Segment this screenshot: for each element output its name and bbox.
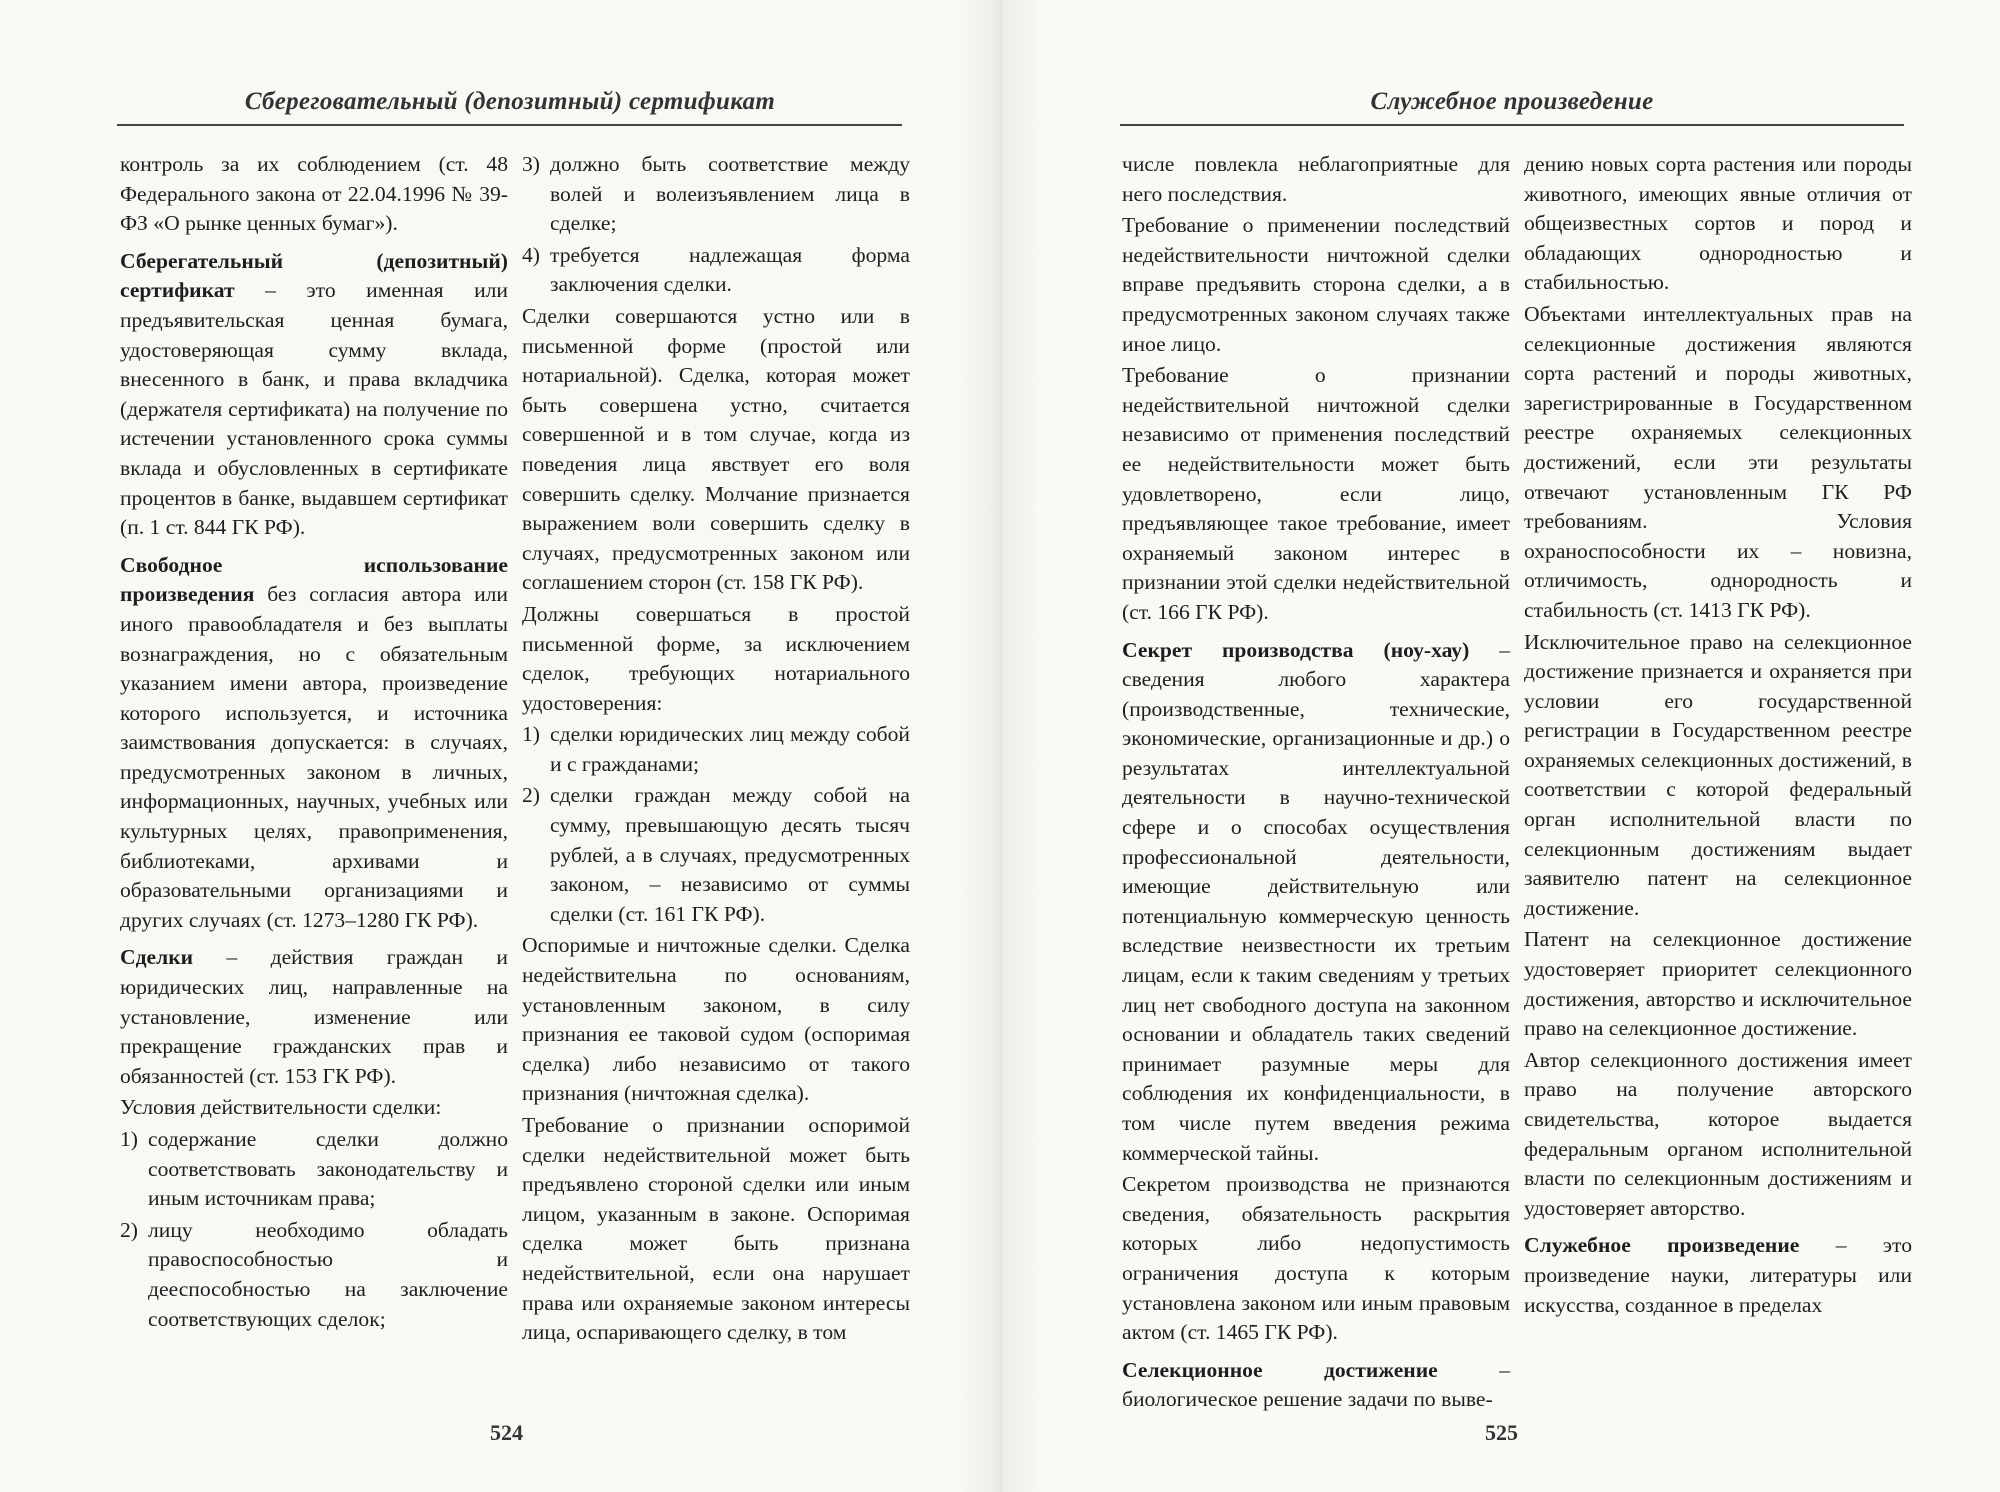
paragraph: Автор селекционного достижения имеет право на получение авторского свидетельства, которое выдается федеральным органом исполнительной власти по селекционным достижениям и удостоверяет авторство.: [1524, 1047, 1912, 1220]
paragraph: Должны совершаться в простой письменной форме, за исключением сделок, требующих нотариального удостоверения:: [522, 601, 910, 715]
list-text: сделки юридических лиц между собой и с гражданами;: [550, 722, 910, 776]
list-number: 2): [522, 783, 540, 808]
paragraph: Патент на селекционное достижение удостоверяет приоритет селекционного достижения, авторство и исключительное право на селекционное достижение.: [1524, 927, 1912, 1041]
left-page-number: 524: [490, 1420, 523, 1445]
entry-term: Служебное произведение: [1524, 1233, 1800, 1258]
entry-text: – сведения любого характера (производственные, технические, экономические, организационные и др.) о результатах интеллектуальной деятельности в научно-технической сфере и о способах осуществления профессиональной деятельности, имеющие действительную или потенциальную коммерческую ценность вследствие неизвестности их третьим лицам, если к таким сведениям у третьих лиц нет свободного доступа на законном основании и обладатель таких сведений принимает разумные меры для соблюдения их конфиденциальности, в том числе путем введения режима коммерческой тайны.: [1122, 637, 1510, 1165]
list-item: [522, 781, 910, 929]
list-text: лицу необходимо обладать правоспособностью и дееспособностью на заключение соответствующих сделок;: [148, 1217, 508, 1331]
paragraph: Секретом производства не признаются сведения, обязательность раскрытия которых либо недопустимость ограничения доступа к которым установлена законом или иным правовым актом (ст. 1465 ГК РФ).: [1122, 1172, 1510, 1345]
paragraph: Требование о признании недействительной ничтожной сделки независимо от применения последствий ее недействительности может быть удовлетворено, если лицо, предъявляющее такое требование, имеет охраняемый законом интерес в признании этой сделки недействительной (ст. 166 ГК РФ).: [1122, 363, 1510, 624]
entry-transactions: [120, 943, 508, 1091]
paragraph: Сделки совершаются устно или в письменной форме (простой или нотариальной). Сделка, которая может быть совершена устно, считается совершенной и в том случае, когда из поведения лица явствует его воля совершить сделку. Молчание признается выражением воли совершить сделку в случаях, предусмотренных законом или соглашением сторон (ст. 158 ГК РФ).: [522, 303, 910, 595]
paragraph: Условия действительности сделки:: [120, 1095, 442, 1120]
right-page: [1000, 0, 2000, 1492]
list-number: 2): [120, 1217, 138, 1242]
list-item: [522, 241, 910, 300]
left-column-1: [120, 150, 508, 1336]
entry-term: Свободное использование произведения: [120, 552, 508, 607]
left-column-2: [522, 150, 910, 1350]
entry-free-use: [120, 551, 508, 936]
list-text: сделки граждан между собой на сумму, превышающую десять тысяч рублей, а в случаях, предусмотренных законом, – независимо от суммы сделки (ст. 161 ГК РФ).: [550, 783, 910, 926]
entry-term: Секрет производства (ноу-хау): [1122, 637, 1470, 662]
entry-term: Селекционное достижение: [1122, 1357, 1438, 1382]
paragraph: Оспоримые и ничтожные сделки. Сделка недействительна по основаниям, установленным законом, в силу признания ее таковой судом (оспоримая сделка) либо независимо от такого признания (ничтожная сделка).: [522, 933, 910, 1106]
conditions-list-continued: [522, 150, 910, 300]
list-text: должно быть соответствие между волей и волеизъявлением лица в сделке;: [550, 152, 910, 236]
entry-text: – это произведение науки, литературы или искусства, созданное в пределах: [1524, 1233, 1912, 1317]
list-item: [120, 1216, 508, 1334]
list-number: 4): [522, 242, 540, 267]
list-item: [120, 1125, 508, 1214]
entry-service-work: [1524, 1231, 1912, 1320]
entry-breeding-achievement: [1122, 1356, 1510, 1415]
paragraph: Исключительное право на селекционное достижение признается и охраняется при условии его государственной регистрации в Государственном реестре охраняемых селекционных достижений, в соответствии с которой федеральный орган исполнительной власти по селекционным достижениям выдает заявителю патент на селекционное достижение.: [1524, 629, 1912, 920]
paragraph: дению новых сорта растения или породы животного, имеющих явные отличия от общеизвестных сортов и пород и обладающих однородностью и стабильностью.: [1524, 152, 1912, 295]
list-number: 3): [522, 152, 540, 176]
paragraph: числе повлекла неблагоприятные для него последствия.: [1122, 152, 1510, 206]
paragraph: Требование о применении последствий недействительности ничтожной сделки вправе предъявить сторона сделки, а в предусмотренных законом случаях также иное лицо.: [1122, 213, 1510, 356]
list-item: [522, 150, 910, 239]
book-gutter-shadow: [960, 0, 1040, 1492]
list-number: 1): [120, 1127, 138, 1151]
right-page-number: 525: [1485, 1420, 1518, 1445]
entry-term: Сберегательный (депозитный) сертификат: [120, 248, 508, 303]
left-running-head: Сбереговательный (депозитный) сертификат: [244, 88, 776, 115]
paragraph: Объектами интеллектуальных прав на селекционные достижения являются сорта растений и породы животных, зарегистрированные в Государственном реестре охраняемых селекционных достижений, если эти результаты отвечают установленным ГК РФ требованиям. Условия охраноспособности их – новизна, отличимость, однородность и стабильность (ст. 1413 ГК РФ).: [1524, 301, 1912, 622]
entry-text: – действия граждан и юридических лиц, направленные на установление, изменение или прекращение гражданских прав и обязанностей (ст. 153 ГК РФ).: [120, 945, 508, 1088]
entry-text: – биологическое решение задачи по выве-: [1122, 1357, 1510, 1412]
list-text: требуется надлежащая форма заключения сделки.: [550, 242, 910, 297]
entry-savings-certificate: [120, 247, 508, 543]
list-text: содержание сделки должно соответствовать законодательству и иным источникам права;: [148, 1127, 508, 1211]
conditions-list: [120, 1125, 508, 1334]
paragraph: контроль за их соблюдением (ст. 48 Федерального закона от 22.04.1996 № 39-ФЗ «О рынке ценных бумаг»).: [120, 152, 508, 236]
entry-know-how: [1122, 636, 1510, 1169]
list-number: 1): [522, 722, 540, 747]
entry-term: Сделки: [120, 945, 194, 970]
right-header-rule: [1120, 124, 1904, 126]
list-item: [522, 720, 910, 779]
right-column-2: [1524, 150, 1912, 1328]
left-header-rule: [117, 124, 902, 126]
right-column-1: [1122, 150, 1510, 1423]
written-form-list: [522, 720, 910, 929]
paragraph: Требование о признании оспоримой сделки недействительной может быть предъявлено стороной сделки или иным лицом, указанным в законе. Оспоримая сделка может быть признана недействительной, если она нарушает права или охраняемые законом интересы лица, оспаривающего сделку, в том: [522, 1113, 910, 1345]
entry-text: без согласия автора или иного правообладателя и без выплаты вознаграждения, но с обязательным указанием имени автора, произведение которого используется, и источника заимствования допускается: в случаях, предусмотренных законом в личных, информационных, научных, учебных или культурных целях, правоприменения, библиотеками, архивами и образовательными организациями и других случаях (ст. 1273–1280 ГК РФ).: [120, 582, 508, 932]
entry-text: – это именная или предъявительская ценная бумага, удостоверяющая сумму вклада, внесенного в банк, и права вкладчика (держателя сертификата) на получение по истечении установленного срока суммы вклада и обусловленных в сертификате процентов в банке, выдавшем сертификат (п. 1 ст. 844 ГК РФ).: [120, 278, 508, 540]
right-running-head: Служебное произведение: [1370, 88, 1654, 115]
